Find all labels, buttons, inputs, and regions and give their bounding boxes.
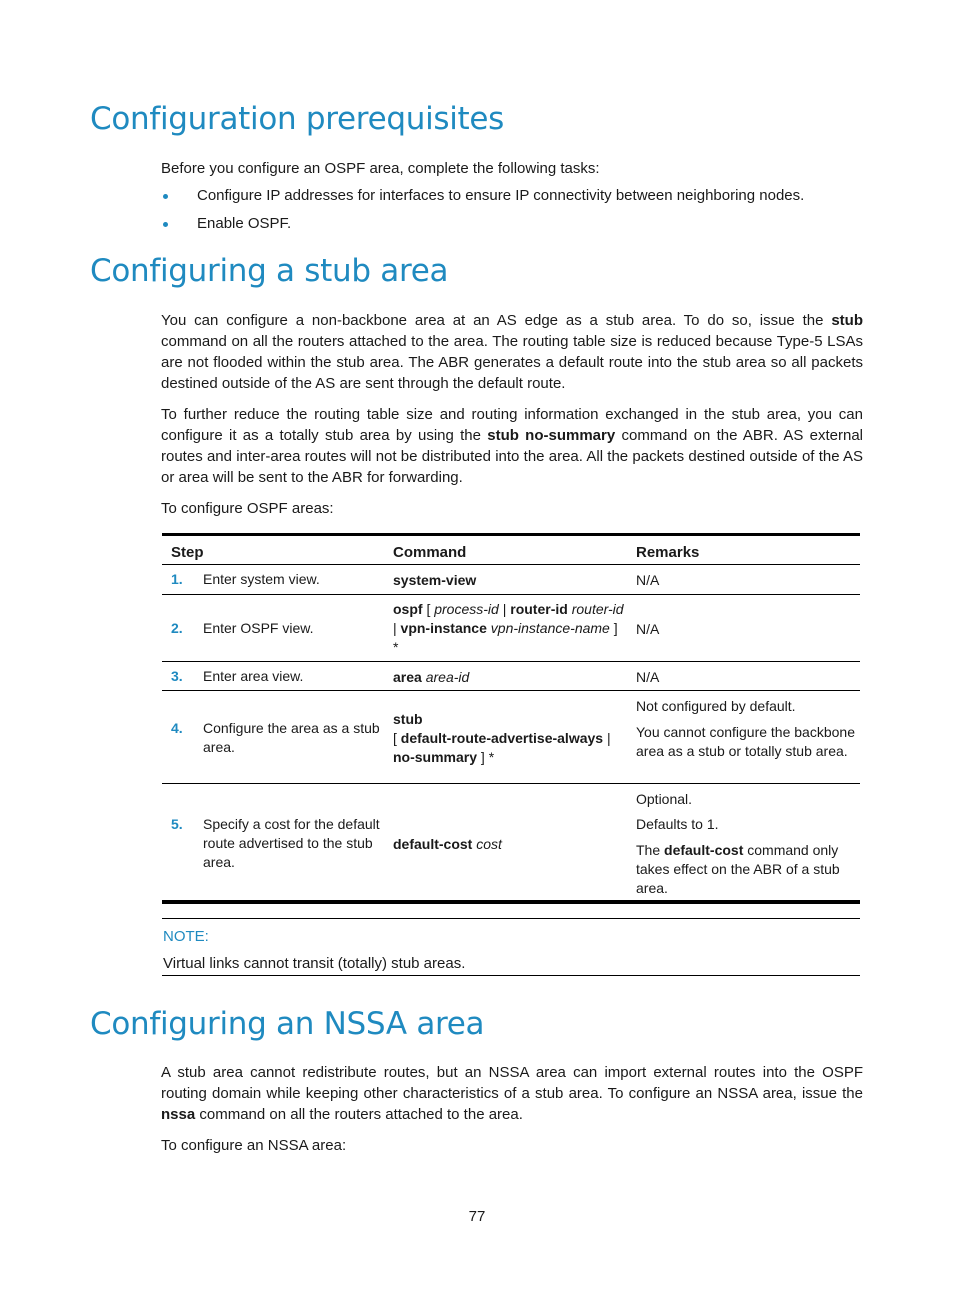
nssa-paragraph-1: A stub area cannot redistribute routes, but an NSSA area can import external routes into the OSPF routing domain while keeping other characteristics of a stub area. To configure an NSSA area, issue the nssa command on all the routers attached to the area. [161,1064,863,1123]
stub-paragraph-2: To further reduce the routing table size and routing information exchanged in the stub area, you can configure it as a totally stub area by using the stub no-summary command on the ABR. AS external routes and inter-area routes will not be distributed into the area. All the packets destined outside of the AS or area will be sent to the ABR for forwarding. [161,406,863,486]
step-description: Enter area view. [203,668,304,684]
table-bottom-rule [162,900,860,904]
step-description: Enter system view. [203,571,320,587]
header-step: Step [171,544,204,561]
table-top-rule [162,533,860,536]
row-divider [162,783,860,784]
step-description: Specify a cost for the default route advertised to the stub area. [203,816,380,870]
prereq-intro: Before you configure an OSPF area, complete the following tasks: [161,160,600,177]
bullet-icon [163,194,168,199]
list-item-text: Enable OSPF. [197,215,292,232]
command-cell: system-view [393,572,477,588]
note-bottom-rule [162,975,860,976]
remarks-cell: N/A [636,621,660,637]
row-divider [162,690,860,691]
command-stub: stub [831,312,863,329]
stub-paragraph-1: You can configure a non-backbone area at an AS edge as a stub area. To do so, issue the stub command on all the routers attached to the area. The routing table size is reduced because Type-5 LSAs are not flooded within the stub area. The ABR generates a default route into the stub area so all packets destined outside of the AS are sent through the default route. [161,312,863,392]
nssa-paragraph-2: To configure an NSSA area: [161,1137,347,1154]
header-remarks: Remarks [636,544,700,561]
row-divider [162,594,860,595]
command-nssa: nssa [161,1106,196,1123]
step-description: Configure the area as a stub area. [203,720,380,755]
command-cell: stub [ default-route-advertise-always | no-summary ] * [393,711,611,765]
command-cell: area area-id [393,669,470,685]
remarks-cell: N/A [636,572,660,588]
note-top-rule [162,918,860,919]
remarks-cell: N/A [636,669,660,685]
row-divider [162,564,860,565]
header-command: Command [393,544,467,561]
command-cell: default-cost cost [393,836,502,852]
heading-configuring-stub-area: Configuring a stub area [90,253,449,289]
step-number: 1. [171,571,183,587]
stub-paragraph-3: To configure OSPF areas: [161,500,334,517]
heading-configuration-prerequisites: Configuration prerequisites [90,101,505,137]
step-description: Enter OSPF view. [203,620,314,636]
step-number: 5. [171,816,183,832]
remarks-cell: Optional. Defaults to 1. The default-cost command only takes effect on the ABR of a stub area. [636,791,840,896]
command-stub-no-summary: stub no-summary [487,427,616,444]
step-number: 3. [171,668,183,684]
command-cell: ospf [ process-id | router-id router-id | vpn-instance vpn-instance-name ] * [393,601,624,655]
list-item-text: Configure IP addresses for interfaces to ensure IP connectivity between neighboring nodes. [197,187,805,204]
page-number: 77 [468,1208,486,1225]
remarks-cell: Not configured by default. You cannot configure the backbone area as a stub or totally stub area. [636,698,855,759]
heading-configuring-nssa-area: Configuring an NSSA area [90,1006,485,1042]
step-number: 4. [171,720,183,736]
row-divider [162,661,860,662]
step-number: 2. [171,620,183,636]
note-label: NOTE: [163,928,209,945]
bullet-icon [163,222,168,227]
note-text: Virtual links cannot transit (totally) stub areas. [163,955,466,972]
